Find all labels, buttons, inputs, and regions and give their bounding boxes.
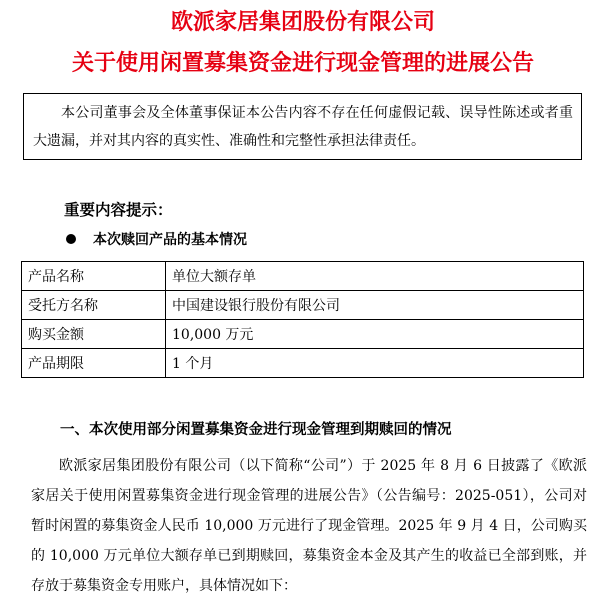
key-points-heading: 重要内容提示： xyxy=(64,201,173,219)
row-value: 1 个月 xyxy=(166,349,584,378)
table-row xyxy=(22,349,584,378)
row-label: 购买金额 xyxy=(22,320,166,349)
redemption-info-heading: 本次赎回产品的基本情况 xyxy=(93,232,247,248)
row-value: 单位大额存单 xyxy=(166,262,584,291)
section-heading: 一、本次使用部分闲置募集资金进行现金管理到期赎回的情况 xyxy=(60,422,452,438)
company-title: 欧派家居集团股份有限公司 xyxy=(170,10,435,35)
product-info-table xyxy=(21,261,584,378)
row-value: 10,000 万元 xyxy=(166,320,584,349)
table-row xyxy=(22,320,584,349)
announcement-title: 关于使用闲置募集资金进行现金管理的进展公告 xyxy=(71,51,534,76)
row-label: 产品名称 xyxy=(22,262,166,291)
row-label: 产品期限 xyxy=(22,349,166,378)
table-row xyxy=(22,262,584,291)
section-body: 欧派家居集团股份有限公司（以下简称“公司”）于 2025 年 8 月 6 日披露了《欧派家居关于使用闲置募集资金进行现金管理的进展公告》（公告编号：2025-051），公司对暂时闲置的募集资金人民币 10,000 万元进行了现金管理。2025 年 9 月 4 日，公司购买的 10,000 万元单位大额存单已到期赎回，募集资金本金及其产生的收益已全部到账，并存放于募集资金专用账户，具体情况如下： xyxy=(31,458,587,594)
board-guarantee-notice: 本公司董事会及全体董事保证本公告内容不存在任何虚假记载、误导性陈述或者重大遗漏，并对其内容的真实性、准确性和完整性承担法律责任。 xyxy=(23,93,582,160)
table-row xyxy=(22,291,584,320)
row-value: 中国建设银行股份有限公司 xyxy=(166,291,584,320)
bullet-icon xyxy=(66,234,76,244)
row-label: 受托方名称 xyxy=(22,291,166,320)
